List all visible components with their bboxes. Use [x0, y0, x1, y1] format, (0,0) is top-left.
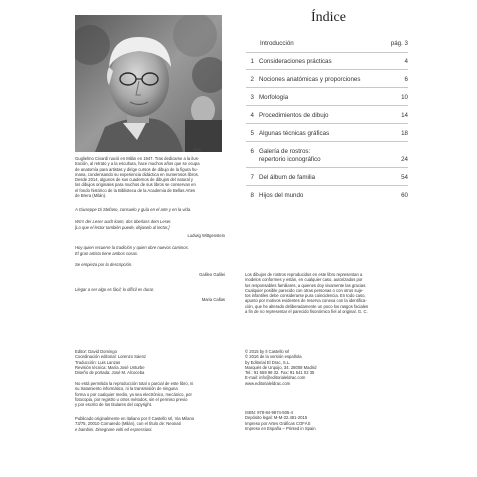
credit-line: Traducción: Luis Lanzas: [75, 359, 121, 365]
note-line: Los dibujos de rostros reproducidos en este libro representan a: [245, 272, 363, 277]
bio-line: tración, al retrato y a la escultura, hace muchos años que se ocupa: [75, 161, 200, 167]
quote-author: Galileo Galilei: [199, 272, 225, 277]
isbn-line: ISBN: 978-84-9874-505-4: [245, 410, 293, 415]
toc-label: Algunas técnicas gráficas: [259, 130, 330, 137]
original-line: Publicado originalmente en italiano por Il Castello srl, Via Milano: [75, 416, 195, 421]
toc-label: Hijos del mundo: [259, 192, 304, 199]
quote-line: Wo's der Leser auch kann, dos überlass dem Leser.: [75, 219, 172, 224]
toc-label: Nociones anatómicas y proporciones: [259, 76, 361, 83]
rights-line: y por escrito de los titulares del copyright.: [75, 402, 153, 408]
note-line: ción, que he alterado deliberadamente un poco los rasgos faciales: [245, 303, 369, 309]
author-photo: [75, 15, 222, 152]
divider: [246, 141, 408, 142]
note-line: a fin de no representar el parecido fisonómico fiel al original. G. C.: [245, 309, 368, 315]
toc-label: Morfología: [259, 94, 289, 101]
toc-page: 18: [401, 130, 408, 137]
note-line: tos infantiles debe considerarse pura coincidencia. En todo caso,: [245, 293, 366, 299]
credit-line: Coordinación editorial: Lorenzo Sáenz: [75, 354, 146, 360]
bio-line: Desde 2014, algunos de sus cuadernos de dibujos del natural y: [75, 177, 194, 183]
toc-page: 54: [401, 174, 408, 181]
quote-author: Ludwig Wittgenstein: [187, 233, 225, 238]
bio-line: Guglielmo Civardi nació en Milán en 1947. Tras dedicarse a la ilus-: [75, 156, 200, 161]
bio-line: mana, condensando su experiencia didáctica en numerosos libros.: [75, 171, 199, 177]
divider: [246, 69, 408, 70]
copyright-line: www.editorialeldrac.com: [245, 380, 291, 386]
isbn-line: Impreso por Artes Gráficas COFÁS: [245, 420, 311, 426]
copyright-line: © 2015 by Il Castello srl: [245, 349, 290, 354]
rights-line: No está permitida la reproducción total o parcial de este libro, ni: [75, 381, 194, 386]
quote-author: Maria Callas: [201, 297, 225, 302]
rights-line: fotocopia, por registro u otros métodos, sin el permiso previo: [75, 396, 188, 402]
toc-page: 4: [404, 58, 408, 65]
isbn-line: Impreso en España – Printed in Spain: [245, 425, 316, 431]
toc-number: 8: [250, 192, 254, 199]
credit-line: Diseño de portada: José M. Alcoceba: [75, 370, 145, 376]
photo-caption: 2010: [193, 148, 201, 152]
author-bio: [75, 156, 225, 198]
toc-number: 4: [250, 112, 254, 119]
toc-label: Del álbum de familia: [259, 174, 316, 181]
toc-page: 10: [401, 94, 408, 101]
toc-number: 5: [250, 130, 254, 137]
divider: [246, 185, 408, 186]
divider: [246, 123, 408, 124]
bio-line: de Brera (Milán).: [75, 193, 107, 199]
toc-label: Consideraciones prácticas: [259, 58, 332, 65]
drawings-note: [245, 272, 410, 314]
note-line: modelos conformes y están, en cualquier caso, autorizados por: [245, 277, 363, 283]
divider: [246, 105, 408, 106]
bio-line: los dibujos originales para muchos de sus libros se conservan en: [75, 182, 196, 188]
dedication: A Giuseppe Di Stefano, consuelo y guía en el arte y en la vida.: [75, 207, 192, 212]
copyright-line: Marqués de Urquijo, 34. 28008 Madrid: [245, 364, 317, 370]
copyright-block: [245, 349, 410, 386]
toc-page: 14: [401, 112, 408, 119]
isbn-line: Depósito legal: M-M-32.481-2015: [245, 415, 308, 421]
original-publication: [75, 416, 225, 432]
rights-notice: [75, 381, 225, 407]
toc-number: 1: [250, 58, 254, 65]
toc-number: 2: [250, 76, 254, 83]
divider: [246, 87, 408, 88]
toc-number: 3: [250, 94, 254, 101]
rights-line: forma o por cualquier medio, ya sea electrónico, mecánico, por: [75, 391, 192, 397]
toc-label: Procedimientos de dibujo: [259, 112, 329, 119]
credit-line: Editor: David Domingo: [75, 349, 117, 354]
quote-line: Llegar a ser algo es fácil; lo difícil es durar.: [75, 287, 155, 292]
toc-page: 60: [401, 192, 408, 199]
quote-line: Hoy quien recuerre la tradición y quien obre nuevos caminos.: [75, 245, 189, 250]
copyright-line: Tel.: 91 559 98 32. Fax: 91 541 02 35: [245, 370, 315, 376]
copyright-line: E-mail: info@editorialeldrac.com: [245, 375, 306, 381]
note-line: Cualquier posible parecido con otras personas o con otros suje-: [245, 287, 364, 293]
original-line: e bambini. Disegnare volti ed espressioni.: [75, 426, 153, 432]
copyright-line: © 2016 de la versión española: [245, 354, 302, 360]
credits: [75, 349, 225, 375]
bio-line: de anatomía para artistas y dirige cursos de dibujo de la figura hu-: [75, 166, 198, 172]
quote-line: [Lo que el lector también puede, déjaselo al lector.]: [75, 225, 170, 230]
toc-page: pág. 3: [390, 40, 408, 47]
credit-line: Revisión técnica: María José Unturbe: [75, 364, 145, 370]
toc-number: 7: [250, 174, 254, 181]
divider: [246, 52, 408, 53]
toc-page: 24: [401, 156, 408, 163]
toc-page: 6: [404, 76, 408, 83]
index-title: Índice: [311, 10, 346, 25]
toc-label: Introducción: [260, 40, 294, 47]
copyright-line: by Editorial El Drac, S.L.: [245, 359, 291, 365]
toc-label: repertorio iconográfico: [259, 156, 321, 163]
toc-label: Galería de rostros:: [259, 148, 311, 155]
toc-number: 6: [250, 148, 254, 155]
isbn-block: [245, 410, 410, 431]
divider: [246, 167, 408, 168]
rights-line: su tratamiento informático, ni la transmisión de ninguna: [75, 386, 178, 392]
quote-line: Se empieza por la descripción.: [75, 262, 133, 267]
quote-line: El gran artista tiene ambos cosas.: [75, 251, 139, 256]
note-line: los responsables familiares, a quienes doy vivamente las gracias.: [245, 282, 367, 288]
original-line: 73/75, 20010 Cornaredo (Milán), con el título de: Neonati: [75, 421, 181, 427]
note-line: apunto por motivos evidentes de reserva conexa con la identifica-: [245, 298, 367, 304]
bio-line: el fondo histórico de la Biblioteca de la Academia de Bellas Artes: [75, 187, 196, 193]
